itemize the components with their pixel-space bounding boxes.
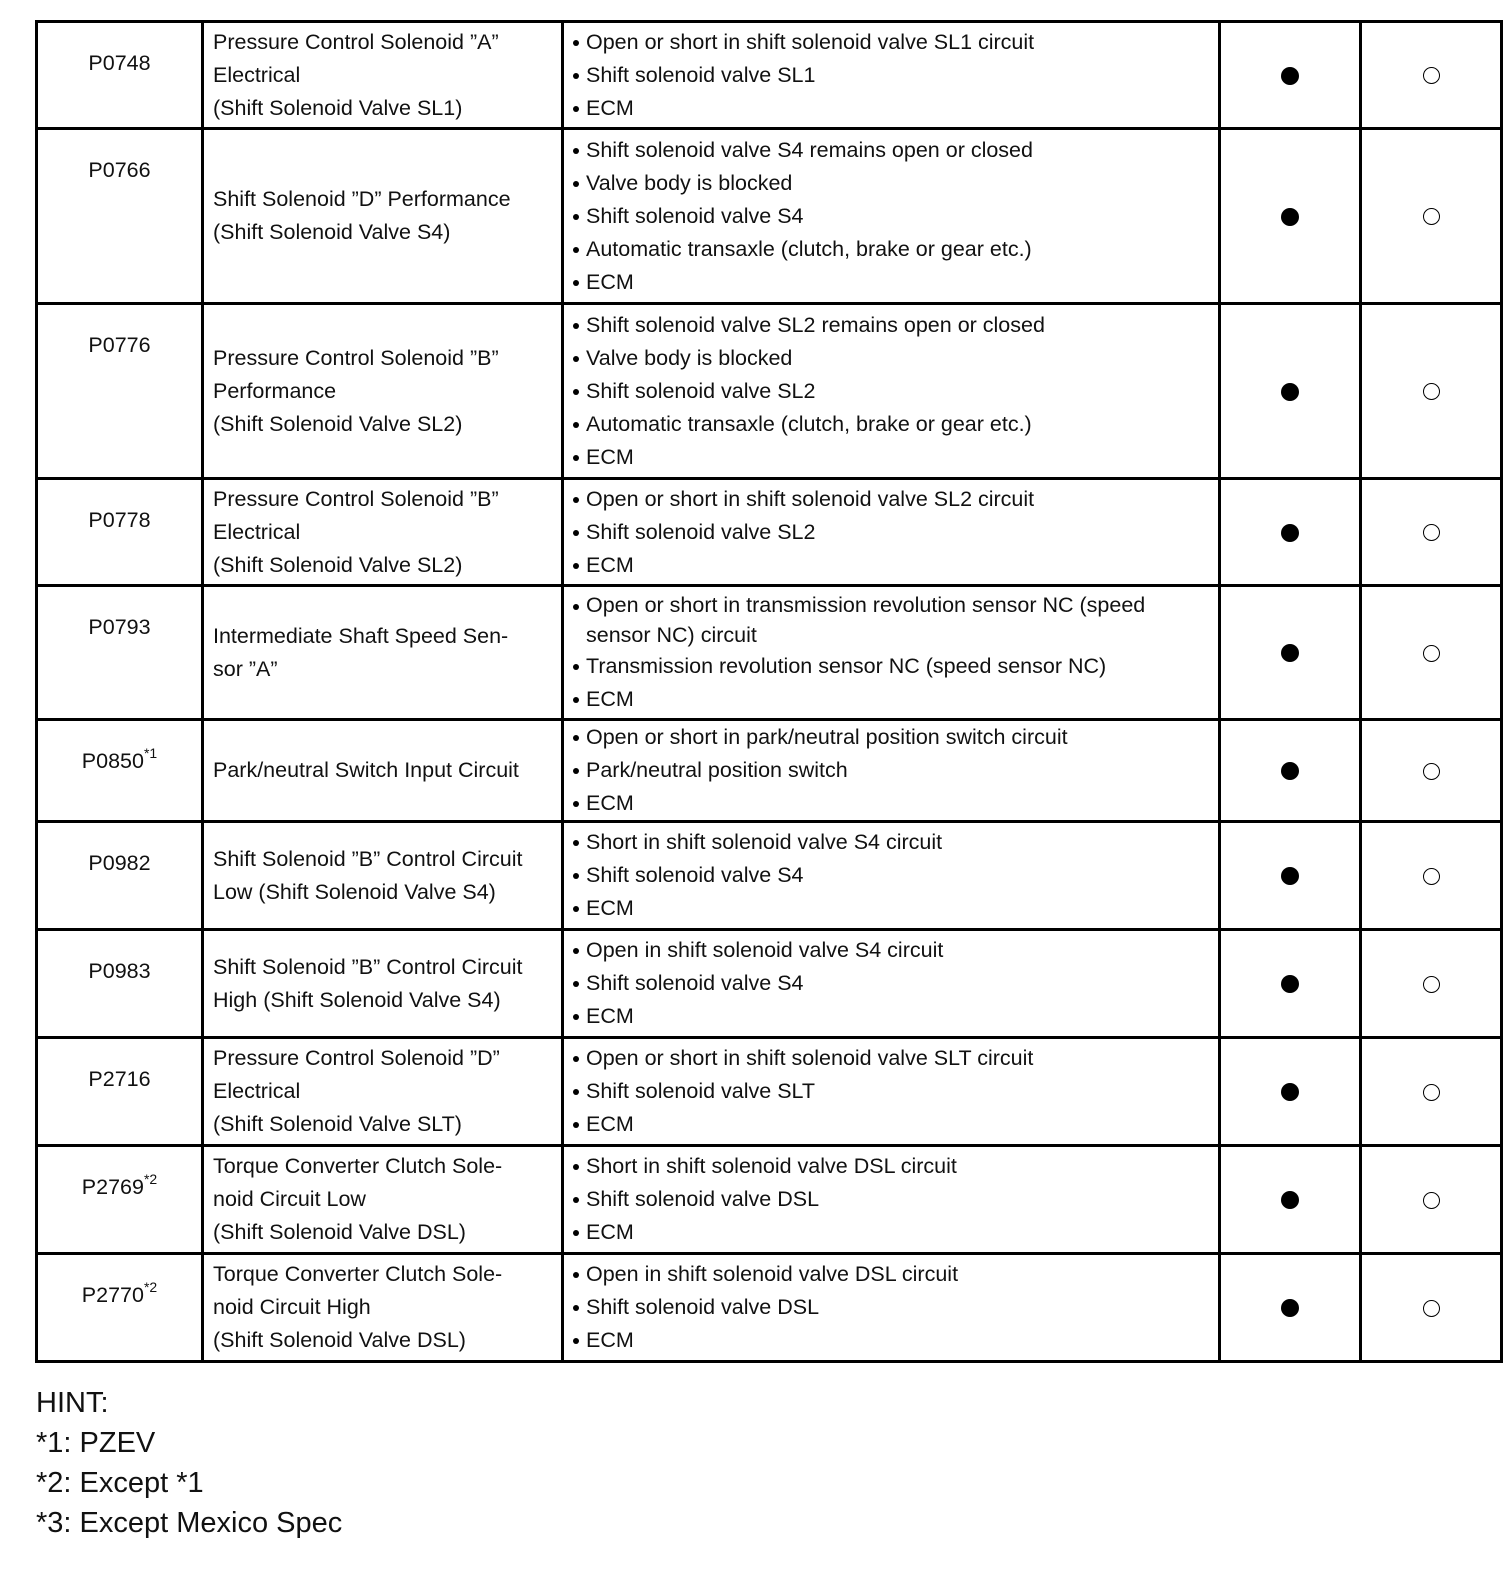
- trouble-area-item: Transmission revolution sensor NC (speed sensor NC): [572, 650, 1208, 683]
- detection-item-line: Pressure Control Solenoid ”B”: [213, 345, 499, 370]
- dtc-code-cell: [37, 720, 203, 822]
- detection-item-line: noid Circuit Low: [213, 1187, 366, 1211]
- trouble-area-cell: [563, 720, 1220, 822]
- trouble-area-item: ECM: [572, 892, 1208, 925]
- detection-item-line: Shift Solenoid ”B” Control Circuit: [213, 846, 523, 871]
- trouble-area-cell: [563, 586, 1220, 720]
- trouble-area-item: ECM: [572, 683, 1208, 716]
- mil-cell: [1220, 720, 1361, 822]
- trouble-area-item: Open in shift solenoid valve DSL circuit: [572, 1258, 1208, 1291]
- table-row: [37, 586, 1502, 720]
- trouble-area-item: ECM: [572, 1216, 1208, 1249]
- trouble-area-item: Open in shift solenoid valve S4 circuit: [572, 934, 1208, 967]
- dtc-code: P2769: [81, 1175, 144, 1199]
- trouble-area-list: [572, 1042, 1208, 1141]
- mil-cell: [1220, 1146, 1361, 1254]
- memory-cell: [1361, 479, 1502, 586]
- trouble-area-item: Shift solenoid valve DSL: [572, 1291, 1208, 1324]
- trouble-area-item: Short in shift solenoid valve DSL circuit: [572, 1150, 1208, 1183]
- detection-item-line: Electrical: [213, 62, 301, 87]
- detection-item-cell: [203, 586, 563, 720]
- detection-item-line: Shift Solenoid ”B” Control Circuit: [213, 954, 523, 979]
- filled-circle-icon: [1281, 762, 1299, 780]
- filled-circle-icon: [1281, 524, 1299, 542]
- mil-cell: [1220, 22, 1361, 129]
- table-row: [37, 129, 1502, 304]
- mil-cell: [1220, 586, 1361, 720]
- detection-item-line: Pressure Control Solenoid ”B”: [213, 486, 499, 511]
- dtc-table: [35, 20, 1503, 1363]
- dtc-table-body: [37, 22, 1502, 1362]
- trouble-area-cell: [563, 930, 1220, 1038]
- trouble-area-item: Shift solenoid valve SL2: [572, 516, 1208, 549]
- trouble-area-list: [572, 1258, 1208, 1357]
- table-row: [37, 1146, 1502, 1254]
- detection-item-line: Torque Converter Clutch Sole-: [213, 1262, 503, 1286]
- trouble-area-item: ECM: [572, 266, 1208, 299]
- trouble-area-item: ECM: [572, 787, 1208, 820]
- detection-item-cell: [203, 1146, 563, 1254]
- trouble-area-item: ECM: [572, 1324, 1208, 1357]
- dtc-code: P0748: [88, 51, 151, 75]
- table-row: [37, 822, 1502, 930]
- dtc-code-note: *2: [143, 1278, 158, 1295]
- dtc-code: P0776: [88, 333, 151, 357]
- trouble-area-cell: [563, 304, 1220, 479]
- filled-circle-icon: [1281, 208, 1299, 226]
- memory-cell: [1361, 720, 1502, 822]
- trouble-area-item: Shift solenoid valve S4: [572, 859, 1208, 892]
- trouble-area-item: Open or short in park/neutral position switch circuit: [572, 721, 1208, 754]
- filled-circle-icon: [1281, 383, 1299, 401]
- trouble-area-item: ECM: [572, 549, 1208, 582]
- detection-item-cell: [203, 930, 563, 1038]
- trouble-area-item: Shift solenoid valve S4: [572, 967, 1208, 1000]
- trouble-area-list: [572, 309, 1208, 474]
- dtc-code-note: *2: [143, 1170, 158, 1187]
- trouble-area-list: [572, 721, 1208, 820]
- open-circle-icon: [1423, 524, 1440, 541]
- open-circle-icon: [1423, 383, 1440, 400]
- hint-note-1: *1: PZEV: [36, 1427, 156, 1459]
- memory-cell: [1361, 930, 1502, 1038]
- detection-item-line: Electrical: [213, 519, 301, 544]
- dtc-code-cell: [37, 586, 203, 720]
- detection-item-cell: [203, 129, 563, 304]
- dtc-code: P0778: [88, 508, 151, 532]
- trouble-area-item: Short in shift solenoid valve S4 circuit: [572, 826, 1208, 859]
- detection-item-line: Park/neutral Switch Input Circuit: [213, 758, 519, 782]
- detection-item-line: noid Circuit High: [213, 1295, 371, 1319]
- dtc-code-cell: [37, 479, 203, 586]
- detection-item-line: (Shift Solenoid Valve SL1): [213, 95, 463, 120]
- mil-cell: [1220, 304, 1361, 479]
- trouble-area-item: ECM: [572, 1108, 1208, 1141]
- detection-item-line: Low (Shift Solenoid Valve S4): [213, 879, 496, 904]
- trouble-area-list: [572, 934, 1208, 1033]
- hint-note-3: *3: Except Mexico Spec: [36, 1507, 343, 1539]
- trouble-area-item: Shift solenoid valve SL1: [572, 59, 1208, 92]
- memory-cell: [1361, 1038, 1502, 1146]
- detection-item-line: (Shift Solenoid Valve SLT): [213, 1112, 462, 1136]
- trouble-area-item: ECM: [572, 441, 1208, 474]
- detection-item-cell: [203, 1254, 563, 1362]
- trouble-area-list: [572, 826, 1208, 925]
- mil-cell: [1220, 1254, 1361, 1362]
- dtc-code-cell: [37, 22, 203, 129]
- trouble-area-cell: [563, 22, 1220, 129]
- detection-item-cell: [203, 822, 563, 930]
- table-row: [37, 930, 1502, 1038]
- dtc-code-cell: [37, 1038, 203, 1146]
- trouble-area-item: Automatic transaxle (clutch, brake or gear etc.): [572, 233, 1208, 266]
- mil-cell: [1220, 129, 1361, 304]
- open-circle-icon: [1423, 645, 1440, 662]
- filled-circle-icon: [1281, 67, 1299, 85]
- open-circle-icon: [1423, 868, 1440, 885]
- trouble-area-item: Valve body is blocked: [572, 342, 1208, 375]
- detection-item-line: (Shift Solenoid Valve DSL): [213, 1220, 466, 1244]
- detection-item-line: Pressure Control Solenoid ”D”: [213, 1046, 500, 1070]
- trouble-area-list: [572, 483, 1208, 582]
- detection-item-line: Intermediate Shaft Speed Sen-: [213, 623, 509, 648]
- table-row: [37, 1038, 1502, 1146]
- detection-item-cell: [203, 1038, 563, 1146]
- trouble-area-cell: [563, 479, 1220, 586]
- dtc-code-cell: [37, 1146, 203, 1254]
- trouble-area-cell: [563, 1038, 1220, 1146]
- memory-cell: [1361, 129, 1502, 304]
- open-circle-icon: [1423, 208, 1440, 225]
- trouble-area-item: Valve body is blocked: [572, 167, 1208, 200]
- trouble-area-item: Shift solenoid valve SL2: [572, 375, 1208, 408]
- detection-item-line: Shift Solenoid ”D” Performance: [213, 187, 511, 211]
- memory-cell: [1361, 822, 1502, 930]
- dtc-code-cell: [37, 930, 203, 1038]
- mil-cell: [1220, 930, 1361, 1038]
- detection-item-line: Electrical: [213, 1079, 301, 1103]
- detection-item-line: (Shift Solenoid Valve SL2): [213, 552, 463, 577]
- dtc-code-cell: [37, 1254, 203, 1362]
- detection-item-cell: [203, 479, 563, 586]
- open-circle-icon: [1423, 67, 1440, 84]
- mil-cell: [1220, 1038, 1361, 1146]
- dtc-code-note: *1: [143, 744, 158, 761]
- trouble-area-item: Shift solenoid valve SLT: [572, 1075, 1208, 1108]
- open-circle-icon: [1423, 976, 1440, 993]
- open-circle-icon: [1423, 1300, 1440, 1317]
- trouble-area-item: Shift solenoid valve S4: [572, 200, 1208, 233]
- memory-cell: [1361, 304, 1502, 479]
- detection-item-line: Torque Converter Clutch Sole-: [213, 1154, 503, 1178]
- memory-cell: [1361, 22, 1502, 129]
- dtc-code-cell: [37, 129, 203, 304]
- dtc-code: P2770: [81, 1283, 144, 1307]
- detection-item-line: sor ”A”: [213, 656, 278, 681]
- trouble-area-list: [572, 134, 1208, 299]
- hint-section: [36, 1383, 342, 1543]
- trouble-area-item: Park/neutral position switch: [572, 754, 1208, 787]
- detection-item-line: (Shift Solenoid Valve SL2): [213, 411, 463, 436]
- open-circle-icon: [1423, 1084, 1440, 1101]
- filled-circle-icon: [1281, 867, 1299, 885]
- filled-circle-icon: [1281, 1083, 1299, 1101]
- trouble-area-list: [572, 26, 1208, 125]
- trouble-area-list: [572, 590, 1208, 716]
- filled-circle-icon: [1281, 1299, 1299, 1317]
- trouble-area-item: Open or short in shift solenoid valve SL1 circuit: [572, 26, 1208, 59]
- table-row: [37, 720, 1502, 822]
- detection-item-line: Pressure Control Solenoid ”A”: [213, 29, 499, 54]
- trouble-area-list: [572, 1150, 1208, 1249]
- table-row: [37, 479, 1502, 586]
- table-row: [37, 22, 1502, 129]
- trouble-area-cell: [563, 822, 1220, 930]
- detection-item-line: (Shift Solenoid Valve S4): [213, 220, 451, 244]
- filled-circle-icon: [1281, 975, 1299, 993]
- dtc-code: P0983: [88, 959, 151, 983]
- memory-cell: [1361, 1254, 1502, 1362]
- table-row: [37, 304, 1502, 479]
- open-circle-icon: [1423, 1192, 1440, 1209]
- detection-item-line: High (Shift Solenoid Valve S4): [213, 987, 501, 1012]
- trouble-area-item: Open or short in shift solenoid valve SL2 circuit: [572, 483, 1208, 516]
- trouble-area-item: Shift solenoid valve DSL: [572, 1183, 1208, 1216]
- hint-note-2: *2: Except *1: [36, 1467, 204, 1499]
- memory-cell: [1361, 586, 1502, 720]
- detection-item-cell: [203, 304, 563, 479]
- hint-title: HINT:: [36, 1387, 109, 1419]
- trouble-area-cell: [563, 1146, 1220, 1254]
- detection-item-cell: [203, 720, 563, 822]
- dtc-code-cell: [37, 304, 203, 479]
- trouble-area-item: ECM: [572, 1000, 1208, 1033]
- detection-item-cell: [203, 22, 563, 129]
- dtc-code: P0793: [88, 615, 151, 639]
- detection-item-line: Performance: [213, 378, 337, 403]
- filled-circle-icon: [1281, 644, 1299, 662]
- detection-item-line: (Shift Solenoid Valve DSL): [213, 1328, 466, 1352]
- dtc-code: P0982: [88, 851, 151, 875]
- mil-cell: [1220, 822, 1361, 930]
- trouble-area-item: Open or short in shift solenoid valve SLT circuit: [572, 1042, 1208, 1075]
- table-row: [37, 1254, 1502, 1362]
- filled-circle-icon: [1281, 1191, 1299, 1209]
- dtc-code-cell: [37, 822, 203, 930]
- trouble-area-item: ECM: [572, 92, 1208, 125]
- dtc-code: P2716: [88, 1067, 151, 1091]
- dtc-code: P0766: [88, 158, 151, 182]
- document-page: [35, 20, 1464, 1363]
- trouble-area-cell: [563, 129, 1220, 304]
- trouble-area-item: Shift solenoid valve SL2 remains open or closed: [572, 309, 1208, 342]
- trouble-area-cell: [563, 1254, 1220, 1362]
- mil-cell: [1220, 479, 1361, 586]
- trouble-area-item: Open or short in transmission revolution sensor NC (speed sensor NC) circuit: [572, 590, 1208, 650]
- trouble-area-item: Shift solenoid valve S4 remains open or closed: [572, 134, 1208, 167]
- memory-cell: [1361, 1146, 1502, 1254]
- open-circle-icon: [1423, 763, 1440, 780]
- trouble-area-item: Automatic transaxle (clutch, brake or gear etc.): [572, 408, 1208, 441]
- dtc-code: P0850: [81, 749, 144, 773]
